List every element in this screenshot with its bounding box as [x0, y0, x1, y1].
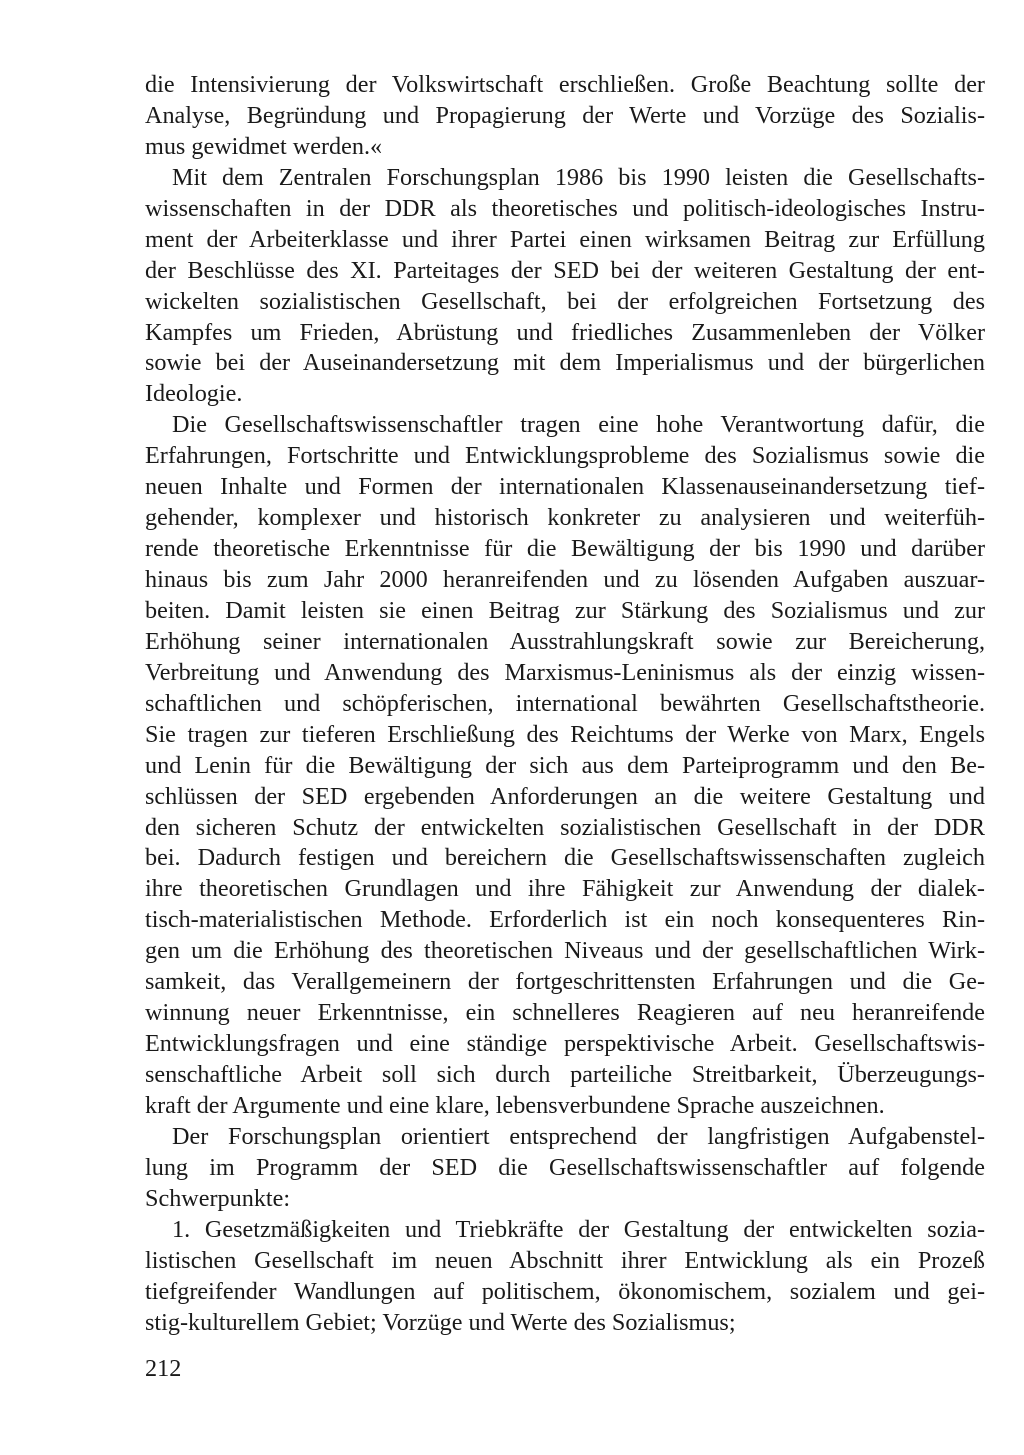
paragraph-first-line: Mit dem Zentralen Forschungsplan 1986 bis 1990 leisten die Gesellschafts-	[172, 163, 985, 191]
page-number: 212	[145, 1355, 182, 1382]
text-line: den sicheren Schutz der entwickelten sozialistischen Gesellschaft in der DDR	[145, 813, 985, 841]
text-line: mus gewidmet werden.«	[145, 132, 383, 160]
text-line: listischen Gesellschaft im neuen Abschnitt ihrer Entwicklung als ein Prozeß	[145, 1246, 985, 1274]
text-line: tisch-materialistischen Methode. Erforderlich ist ein noch konsequenteres Rin-	[145, 906, 985, 934]
text-line: Analyse, Begründung und Propagierung der Werte und Vorzüge des Sozialis-	[145, 101, 985, 129]
text-line: winnung neuer Erkenntnisse, ein schnelleres Reagieren auf neu heranreifende	[145, 999, 985, 1027]
text-line: samkeit, das Verallgemeinern der fortgeschrittensten Erfahrungen und die Ge-	[145, 968, 985, 996]
paragraph-first-line: Der Forschungsplan orientiert entsprechend der langfristigen Aufgabenstel-	[172, 1122, 985, 1150]
text-line: und Lenin für die Bewältigung der sich aus dem Parteiprogramm und den Be-	[145, 751, 985, 779]
list-item-first-line: 1. Gesetzmäßigkeiten und Triebkräfte der Gestaltung der entwickelten sozia-	[172, 1215, 985, 1243]
text-line: Erhöhung seiner internationalen Ausstrahlungskraft sowie zur Bereicherung,	[145, 627, 985, 655]
paragraph-first-line: Die Gesellschaftswissenschaftler tragen eine hohe Verantwortung dafür, die	[172, 411, 985, 439]
text-line: bei. Dadurch festigen und bereichern die Gesellschaftswissenschaften zugleich	[145, 844, 985, 872]
text-line: Kampfes um Frieden, Abrüstung und friedliches Zusammenleben der Völker	[145, 318, 985, 346]
text-line: der Beschlüsse des XI. Parteitages der SED bei der weiteren Gestaltung der ent-	[145, 256, 985, 284]
text-line: stig-kulturellem Gebiet; Vorzüge und Werte des Sozialismus;	[145, 1308, 736, 1336]
text-line: Verbreitung und Anwendung des Marxismus-Leninismus als der einzig wissen-	[145, 658, 985, 686]
text-line: sowie bei der Auseinandersetzung mit dem Imperialismus und der bürgerlichen	[145, 349, 985, 377]
text-line: Ideologie.	[145, 380, 243, 408]
text-line: Schwerpunkte:	[145, 1184, 291, 1212]
text-line: Sie tragen zur tieferen Erschließung des Reichtums der Werke von Marx, Engels	[145, 720, 985, 748]
text-line: ment der Arbeiterklasse und ihrer Partei einen wirksamen Beitrag zur Erfüllung	[145, 225, 985, 253]
text-line: wickelten sozialistischen Gesellschaft, bei der erfolgreichen Fortsetzung des	[145, 287, 985, 315]
text-line: schaftlichen und schöpferischen, international bewährten Gesellschaftstheorie.	[145, 689, 985, 717]
text-line: neuen Inhalte und Formen der internationalen Klassenauseinandersetzung tief-	[145, 473, 985, 501]
text-line: lung im Programm der SED die Gesellschaftswissenschaftler auf folgende	[145, 1153, 985, 1181]
text-line: Erfahrungen, Fortschritte und Entwicklungsprobleme des Sozialismus sowie die	[145, 442, 985, 470]
text-line: ihre theoretischen Grundlagen und ihre Fähigkeit zur Anwendung der dialek-	[145, 875, 985, 903]
text-line: schlüssen der SED ergebenden Anforderungen an die weitere Gestaltung und	[145, 782, 985, 810]
text-line: gehender, komplexer und historisch konkreter zu analysieren und weiterfüh-	[145, 504, 985, 532]
text-line: senschaftliche Arbeit soll sich durch parteiliche Streitbarkeit, Überzeugungs-	[145, 1061, 985, 1088]
text-line: kraft der Argumente und eine klare, lebensverbundene Sprache auszeichnen.	[145, 1091, 885, 1119]
page-body	[145, 70, 985, 1338]
text-line: Entwicklungsfragen und eine ständige perspektivische Arbeit. Gesellschaftswis-	[145, 1030, 985, 1058]
text-line: gen um die Erhöhung des theoretischen Niveaus und der gesellschaftlichen Wirk-	[145, 937, 985, 965]
text-line: tiefgreifender Wandlungen auf politischem, ökonomischem, sozialem und gei-	[145, 1277, 985, 1305]
text-line: beiten. Damit leisten sie einen Beitrag zur Stärkung des Sozialismus und zur	[145, 596, 985, 624]
text-line: rende theoretische Erkenntnisse für die Bewältigung der bis 1990 und darüber	[145, 535, 985, 563]
text-line: hinaus bis zum Jahr 2000 heranreifenden und zu lösenden Aufgaben auszuar-	[145, 566, 985, 593]
text-line: wissenschaften in der DDR als theoretisches und politisch-ideologisches Instru-	[145, 194, 985, 222]
text-line: die Intensivierung der Volkswirtschaft erschließen. Große Beachtung sollte der	[145, 71, 985, 98]
